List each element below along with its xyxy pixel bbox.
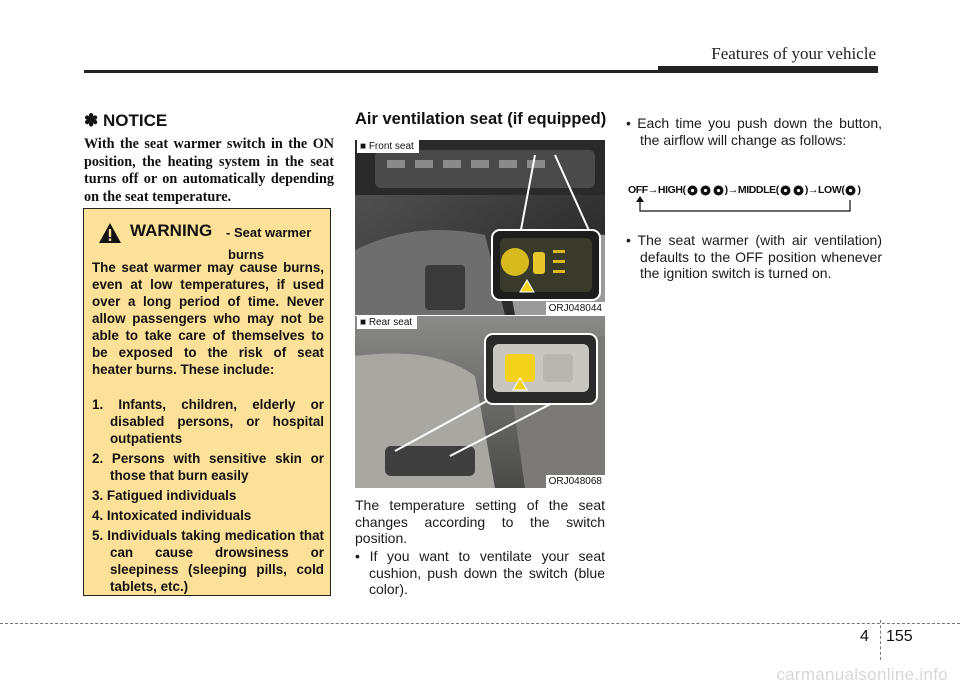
front-seat-photo: [355, 140, 605, 315]
rear-seat-illustration: [355, 316, 605, 488]
airflow-close: ): [857, 184, 861, 196]
airflow-sequence: [628, 184, 880, 218]
footer-rule: [0, 623, 960, 624]
section-title: Air ventilation seat (if equipped): [355, 110, 607, 128]
rear-seat-code: ORJ048068: [546, 475, 605, 488]
arrow: →: [727, 184, 738, 196]
footer-separator: [880, 620, 881, 660]
loop-back-arrow: [628, 196, 880, 218]
notice-text: With the seat warmer switch in the ON position, the heating system in the seat turns off or on automatically depending on the seat temperature.: [84, 136, 334, 205]
warning-subtitle-cont: burns: [228, 247, 265, 262]
warning-list-item: 1. Infants, children, elderly or disabled persons, or hospital outpatients: [92, 397, 324, 446]
fan-icon: [780, 185, 791, 196]
notice-heading: ✽ NOTICE: [84, 111, 168, 130]
chapter-number: 4: [860, 628, 869, 645]
warning-list-item: 4. Intoxicated individuals: [92, 508, 252, 523]
warning-list-item: 2. Persons with sensitive skin or those that burn easily: [92, 451, 324, 483]
bullet-ventilate: • If you want to ventilate your seat cushion, push down the switch (blue color).: [355, 548, 605, 597]
airflow-close: ): [724, 184, 728, 196]
front-seat-illustration: [355, 140, 605, 315]
watermark: carmanualsonline.info: [776, 665, 948, 684]
fan-icon: [713, 185, 724, 196]
warning-word: WARNING: [130, 221, 213, 240]
airflow-low: LOW(: [818, 184, 845, 196]
airflow-off: OFF: [628, 184, 648, 196]
warning-triangle-icon: [98, 222, 122, 244]
rear-seat-photo: [355, 316, 605, 488]
warning-text: The seat warmer may cause burns, even at low temperatures, if used over a long period of time. Never allow passengers who may not be able to take care of themselves to be exposed to the risk of seat heater burns. These include:: [92, 260, 324, 377]
airflow-high: HIGH(: [657, 184, 686, 196]
header-rule-accent: [658, 66, 878, 72]
warning-list-item: 5. Individuals taking medication that can cause drowsiness or sleepiness (sleeping pills, cold tablets, etc.): [92, 528, 324, 594]
warning-subtitle: - Seat warmer: [226, 225, 312, 240]
warning-box: [83, 208, 331, 596]
front-seat-code: ORJ048044: [546, 302, 605, 315]
page-number: 155: [886, 628, 913, 645]
front-seat-label: ■ Front seat: [357, 140, 419, 153]
bullet-airflow: • Each time you push down the button, the airflow will change as follows:: [626, 115, 882, 148]
fan-icon: [845, 185, 856, 196]
rear-seat-label: ■ Rear seat: [357, 316, 417, 329]
fan-icon: [793, 185, 804, 196]
warning-list-item: 3. Fatigued individuals: [92, 488, 237, 503]
running-header: Features of your vehicle: [711, 44, 876, 63]
body-paragraph: The temperature setting of the seat changes according to the switch position.: [355, 497, 605, 546]
airflow-middle: MIDDLE(: [737, 184, 779, 196]
fan-icon: [687, 185, 698, 196]
airflow-row: [628, 184, 861, 196]
airflow-close: ): [804, 184, 808, 196]
arrow: →: [807, 184, 819, 196]
arrow: →: [647, 184, 658, 196]
fan-icon: [700, 185, 711, 196]
bullet-default-off: • The seat warmer (with air ventilation) defaults to the OFF position whenever the ignition switch is turned on.: [626, 232, 882, 281]
warning-list: [92, 396, 324, 598]
